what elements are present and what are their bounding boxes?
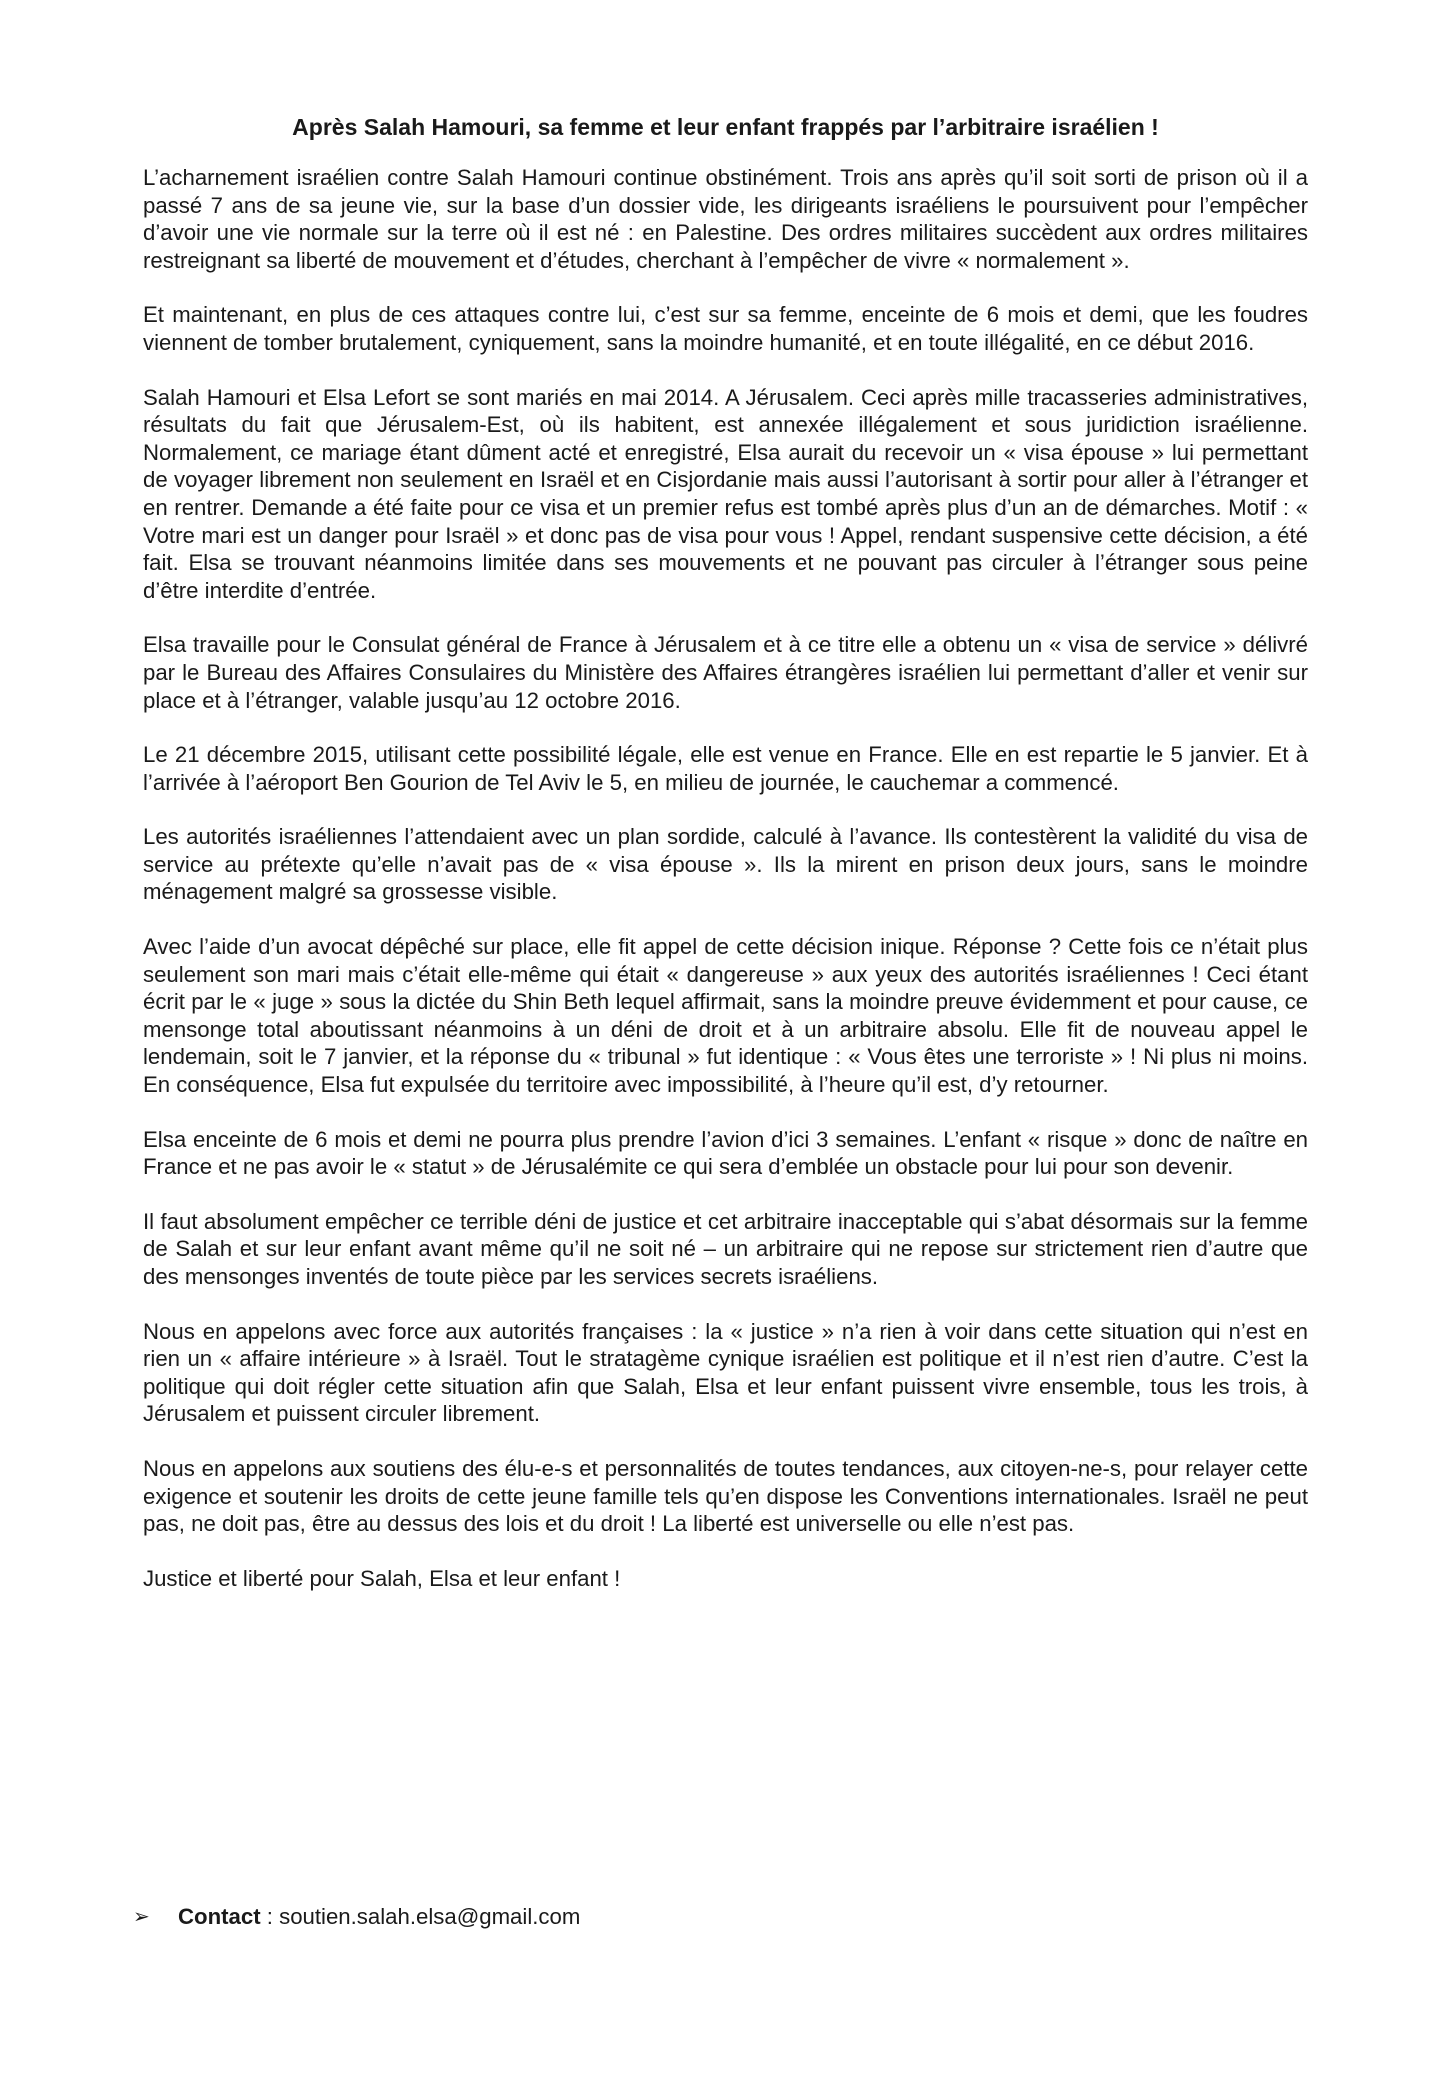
paragraph: Il faut absolument empêcher ce terrible déni de justice et cet arbitraire inacceptable qui s’abat désormais sur la femme de Salah et sur leur enfant avant même qu’il ne soit né – un arbitraire qui ne repose sur strictement rien d’autre que des mensonges inventés de toute pièce par les services secrets israéliens. [143, 1208, 1308, 1289]
paragraph: Nous en appelons avec force aux autorités françaises : la « justice » n’a rien à voir dans cette situation qui n’est en rien un « affaire intérieure » à Israël. Tout le stratagème cynique israélien est politique et il n’est rien d’autre. C’est la politique qui doit régler cette situation afin que Salah, Elsa et leur enfant puissent vivre ensemble, tous les trois, à Jérusalem et puissent circuler librement. [143, 1318, 1308, 1427]
closing-line: Justice et liberté pour Salah, Elsa et leur enfant ! [143, 1565, 621, 1591]
paragraph: Et maintenant, en plus de ces attaques contre lui, c’est sur sa femme, enceinte de 6 mois et demi, que les foudres viennent de tomber brutalement, cyniquement, sans la moindre humanité, et en toute illégalité, en ce début 2016. [143, 302, 1308, 355]
document-body [143, 164, 1308, 1619]
contact-line [133, 1903, 1233, 1931]
paragraph: Le 21 décembre 2015, utilisant cette possibilité légale, elle est venue en France. Elle en est repartie le 5 janvier. Et à l’arrivée à l’aéroport Ben Gourion de Tel Aviv le 5, en milieu de journée, le cauchemar a commencé. [143, 742, 1308, 795]
paragraph: Elsa travaille pour le Consulat général de France à Jérusalem et à ce titre elle a obtenu un « visa de service » délivré par le Bureau des Affaires Consulaires du Ministère des Affaires étrangères israélien lui permettant d’aller et venir sur place et à l’étranger, valable jusqu’au 12 octobre 2016. [143, 632, 1308, 713]
paragraph: Les autorités israéliennes l’attendaient avec un plan sordide, calculé à l’avance. Ils contestèrent la validité du visa de service au prétexte qu’elle n’avait pas de « visa épouse ». Ils la mirent en prison deux jours, sans le moindre ménagement malgré sa grossesse visible. [143, 824, 1308, 905]
arrow-bullet-icon: ➢ [133, 1906, 150, 1928]
document-title: Après Salah Hamouri, sa femme et leur enfant frappés par l’arbitraire israélien ! [292, 114, 1159, 140]
contact-label: Contact [178, 1904, 261, 1929]
contact-email[interactable]: soutien.salah.elsa@gmail.com [279, 1904, 581, 1929]
paragraph: L’acharnement israélien contre Salah Hamouri continue obstinément. Trois ans après qu’il soit sorti de prison où il a passé 7 ans de sa jeune vie, sur la base d’un dossier vide, les dirigeants israéliens le poursuivent pour l’empêcher d’avoir une vie normale sur la terre où il est né : en Palestine. Des ordres militaires succèdent aux ordres militaires restreignant sa liberté de mouvement et d’études, cherchant à l’empêcher de vivre « normalement ». [143, 165, 1308, 273]
paragraph: Salah Hamouri et Elsa Lefort se sont mariés en mai 2014. A Jérusalem. Ceci après mille tracasseries administratives, résultats du fait que Jérusalem-Est, où ils habitent, est annexée illégalement et sous juridiction israélienne. Normalement, ce mariage étant dûment acté et enregistré, Elsa aurait du recevoir un « visa épouse » lui permettant de voyager librement non seulement en Israël et en Cisjordanie mais aussi l’autorisant à sortir pour aller à l’étranger et en rentrer. Demande a été faite pour ce visa et un premier refus est tombé après plus d’un an de démarches. Motif : « Votre mari est un danger pour Israël » et donc pas de visa pour vous ! Appel, rendant suspensive cette décision, a été fait. Elsa se trouvant néanmoins limitée dans ses mouvements et ne pouvant pas circuler à l’étranger sous peine d’être interdite d’entrée. [143, 384, 1308, 603]
paragraph: Avec l’aide d’un avocat dépêché sur place, elle fit appel de cette décision inique. Réponse ? Cette fois ce n’était plus seulement son mari mais c’était elle-même qui était « dangereuse » aux yeux des autorités israéliennes ! Ceci étant écrit par le « juge » sous la dictée du Shin Beth lequel affirmait, sans la moindre preuve évidemment et pour cause, ce mensonge total aboutissant néanmoins à un déni de droit et à un arbitraire absolu. Elle fit de nouveau appel le lendemain, soit le 7 janvier, et la réponse du « tribunal » fut identique : « Vous êtes une terroriste » ! Ni plus ni moins. En conséquence, Elsa fut expulsée du territoire avec impossibilité, à l’heure qu’il est, d’y retourner. [143, 934, 1308, 1098]
paragraph: Nous en appelons aux soutiens des élu-e-s et personnalités de toutes tendances, aux citoyen-ne-s, pour relayer cette exigence et soutenir les droits de cette jeune famille tels qu’en dispose les Conventions internationales. Israël ne peut pas, ne doit pas, être au dessus des lois et du droit ! La liberté est universelle ou elle n’est pas. [143, 1455, 1308, 1537]
paragraph: Elsa enceinte de 6 mois et demi ne pourra plus prendre l’avion d’ici 3 semaines. L’enfant « risque » donc de naître en France et ne pas avoir le « statut » de Jérusalémite ce qui sera d’emblée un obstacle pour lui pour son devenir. [143, 1126, 1308, 1180]
contact-separator: : [260, 1904, 280, 1929]
